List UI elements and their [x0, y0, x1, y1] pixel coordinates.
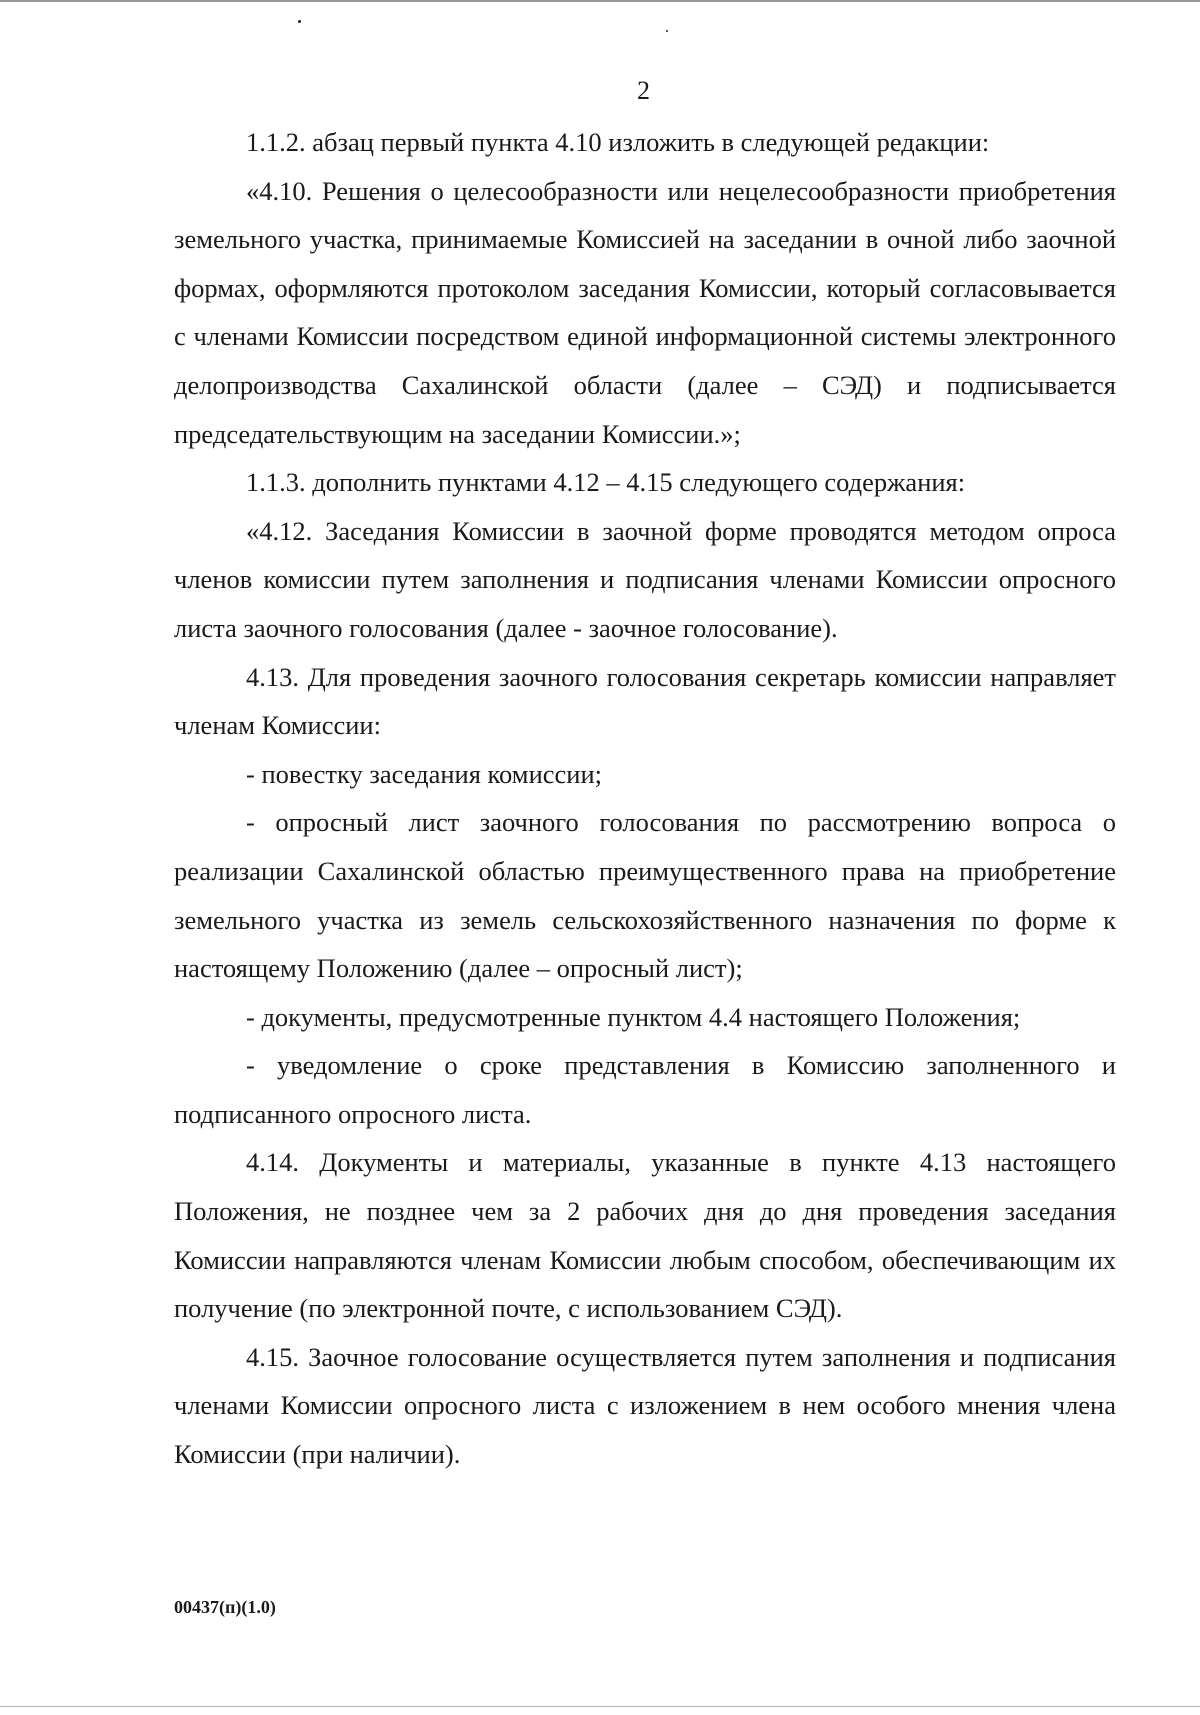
paragraph-4-12: «4.12. Заседания Комиссии в заочной форме проводятся методом опроса членов комиссии путем заполнения и подписания членами Комиссии опросного листа заочного голосования (далее - заочное голосование). [174, 515, 1116, 643]
document-code: 00437(п)(1.0) [174, 1597, 276, 1617]
list-item-agenda: - повестку заседания комиссии; [246, 758, 603, 789]
paragraph-4-13: 4.13. Для проведения заочного голосования секретарь комиссии направляет членам Комиссии: [174, 661, 1116, 741]
paragraph-4-14: 4.14. Документы и материалы, указанные в пункте 4.13 настоящего Положения, не позднее чем за 2 рабочих дня до дня проведения заседания Комиссии направляются членам Комиссии любым способом, обеспечивающим их получение (по электронной почте, с использованием СЭД). [174, 1147, 1116, 1324]
paragraph-1-1-2: 1.1.2. абзац первый пункта 4.10 изложить в следующей редакции: [246, 127, 990, 157]
paragraph-1-1-3: 1.1.3. дополнить пунктами 4.12 – 4.15 следующего содержания: [246, 467, 966, 498]
list-item-questionnaire: - опросный лист заочного голосования по рассмотрению вопроса о реализации Сахалинской областью преимущественного права на приобретение земельного участка из земель сельскохозяйственного назначения по форме к настоящему Положению (далее – опросный лист); [174, 807, 1116, 984]
scan-speck [298, 20, 301, 23]
list-item-notification: - уведомление о сроке представления в Комиссию заполненного и подписанного опросного листа. [174, 1050, 1116, 1129]
scan-speck [666, 30, 668, 32]
list-item-documents: - документы, предусмотренные пунктом 4.4 настоящего Положения; [246, 1001, 1021, 1032]
document-body [174, 118, 1116, 1479]
paragraph-4-10: «4.10. Решения о целесообразности или нецелесообразности приобретения земельного участка, принимаемые Комиссией на заседании в очной либо заочной формах, оформляются протоколом заседания Комиссии, который согласовывается с членами Комиссии посредством единой информационной системы электронного делопроизводства Сахалинской области (далее – СЭД) и подписывается председательствующим на заседании Комиссии.»; [174, 175, 1116, 449]
scan-bottom-edge [0, 1706, 1200, 1707]
page-number: 2 [637, 76, 650, 105]
scan-top-edge [0, 0, 1200, 2]
paragraph-4-15: 4.15. Заочное голосование осуществляется путем заполнения и подписания членами Комиссии опросного листа с изложением в нем особого мнения члена Комиссии (при наличии). [174, 1341, 1116, 1470]
